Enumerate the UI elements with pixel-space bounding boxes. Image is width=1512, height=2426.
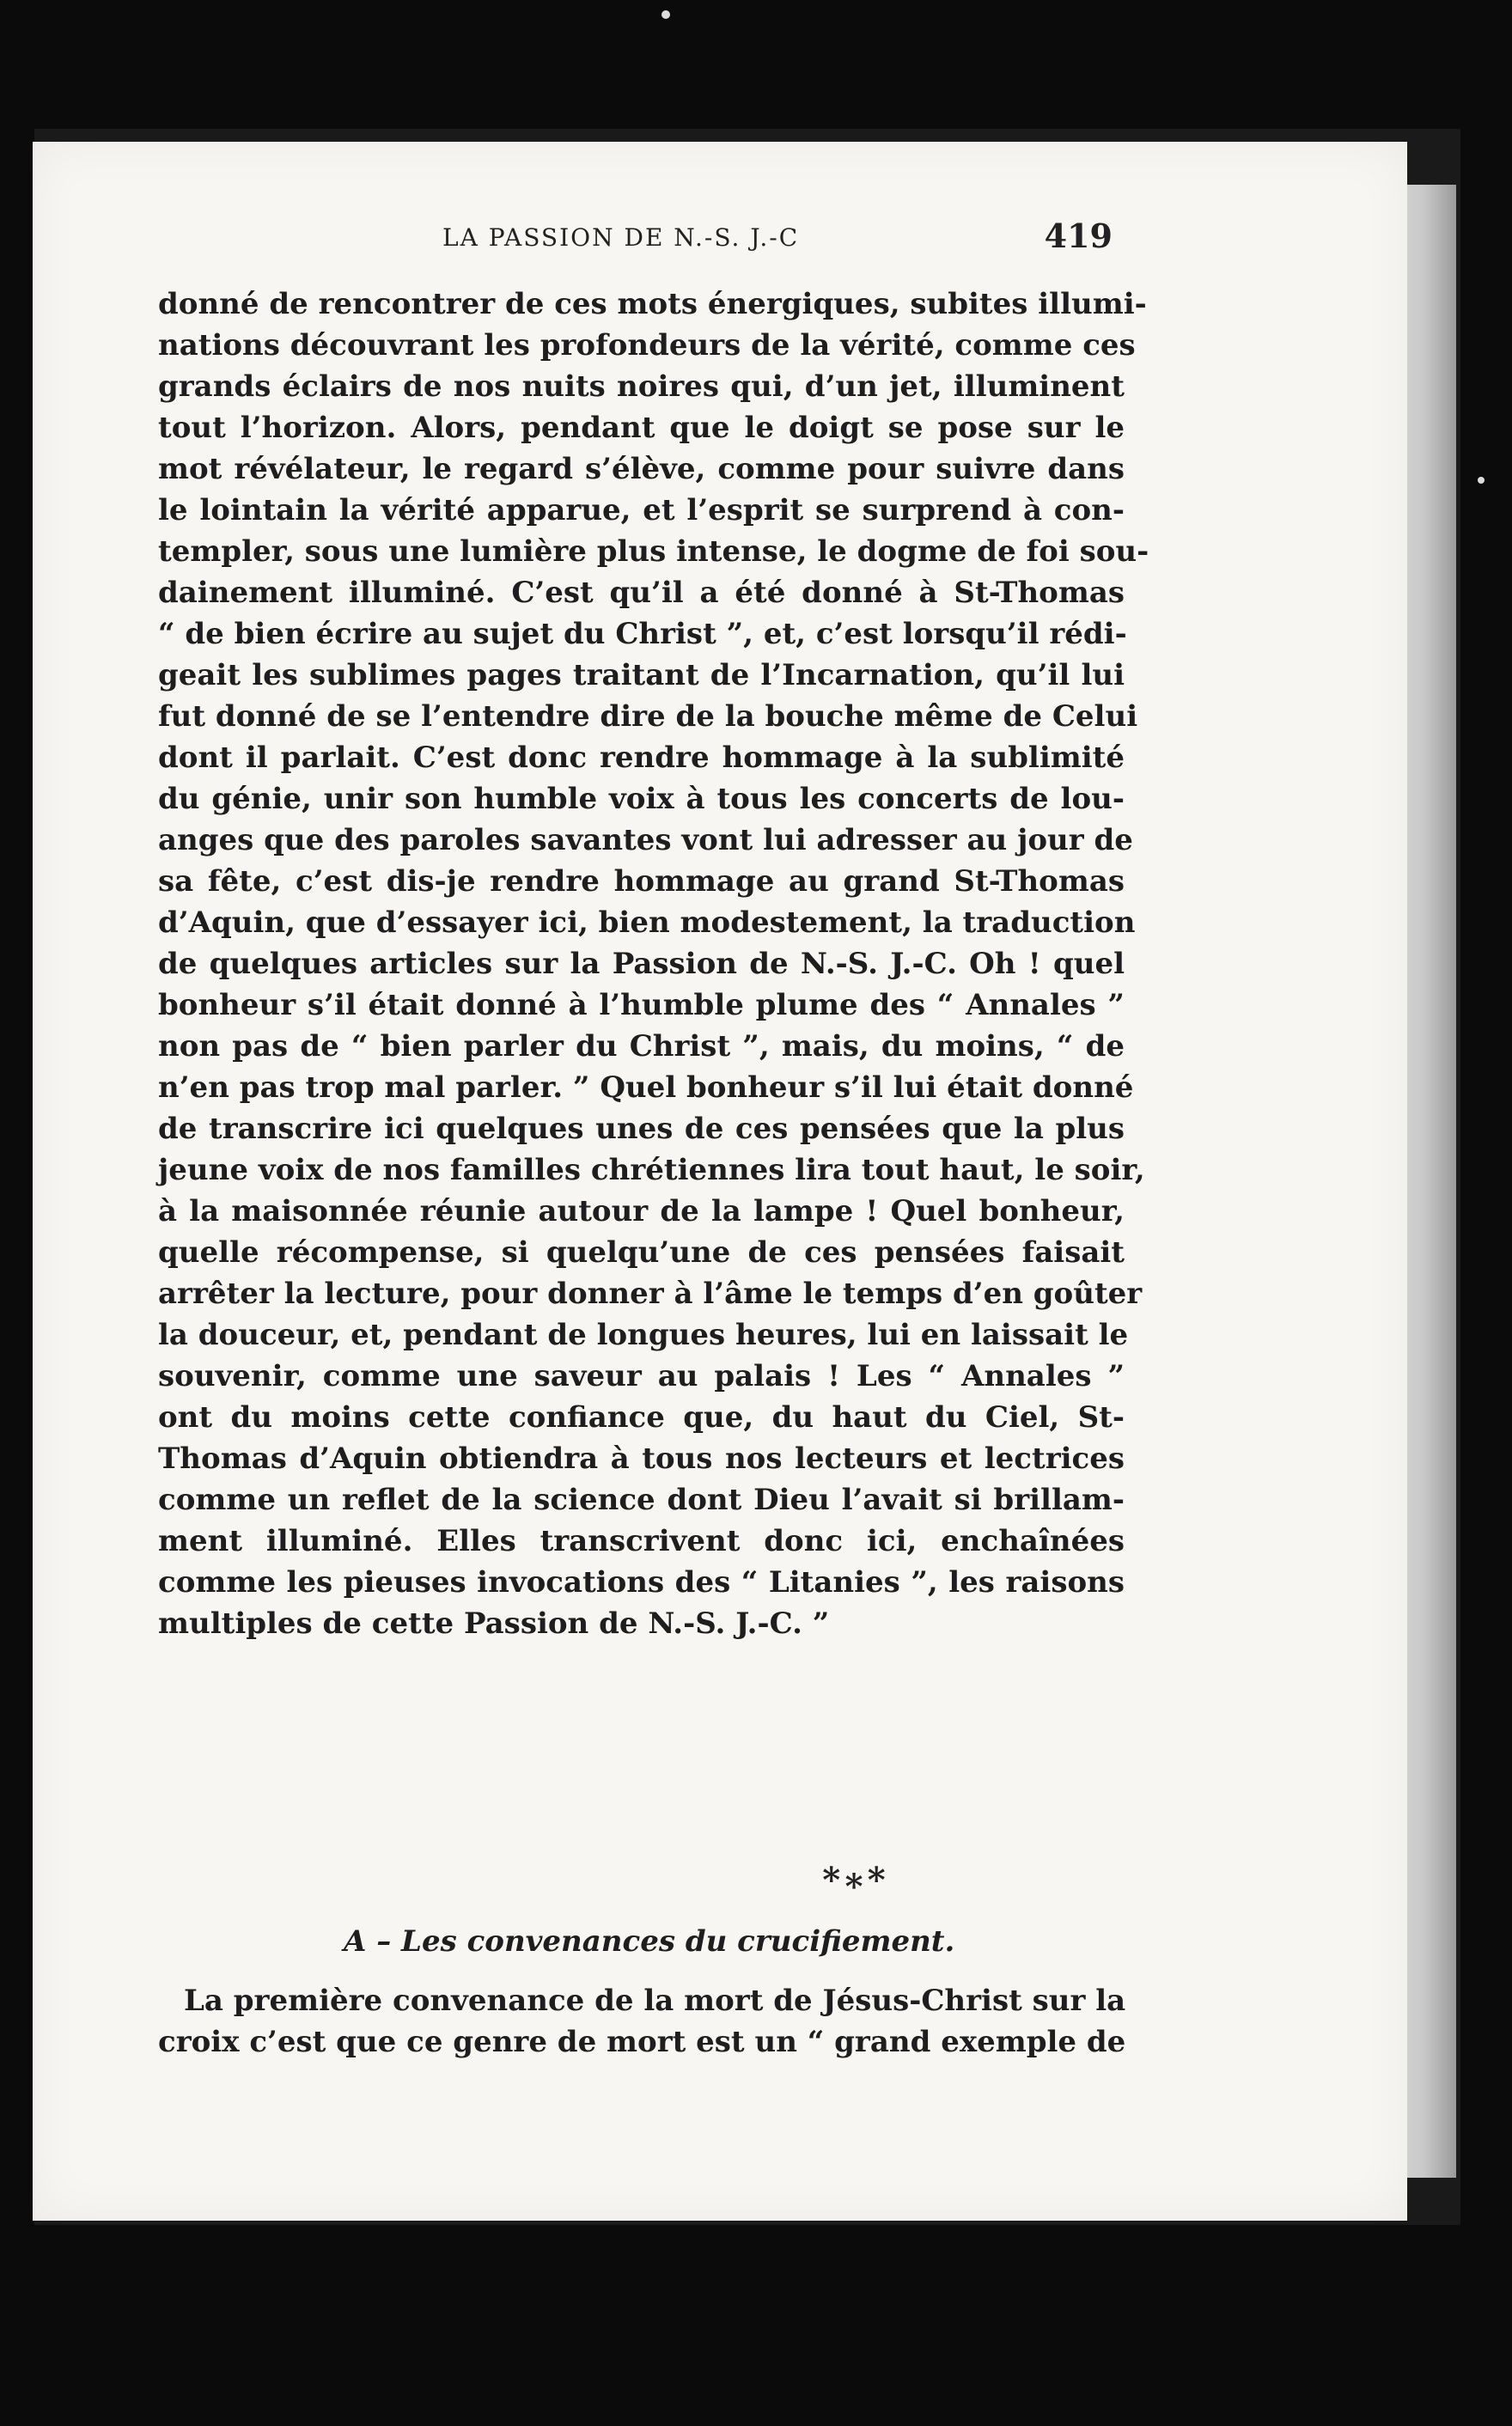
text-line: multiples de cette Passion de N.-S. J.-C. ” — [158, 1606, 830, 1641]
text-line: le lointain la vérité apparue, et l’esprit se surprend à con- — [158, 493, 1125, 527]
text-line: ment illuminé. Elles transcrivent donc ici, enchaînées — [158, 1524, 1125, 1558]
text-line: arrêter la lecture, pour donner à l’âme le temps d’en goûter — [158, 1277, 1143, 1311]
text-line: tout l’horizon. Alors, pendant que le doigt se pose sur le — [158, 411, 1125, 445]
text-line: non pas de “ bien parler du Christ ”, mais, du moins, “ de — [158, 1029, 1125, 1064]
text-line: donné de rencontrer de ces mots énergiques, subites illumi- — [158, 287, 1147, 321]
text-line: de transcrire ici quelques unes de ces pensées que la plus — [158, 1112, 1125, 1146]
section-paragraph — [158, 1980, 1125, 2063]
text-line: templer, sous une lumière plus intense, le dogme de foi sou- — [158, 534, 1149, 569]
text-line: dont il parlait. C’est donc rendre hommage à la sublimité — [158, 741, 1125, 775]
text-line: la douceur, et, pendant de longues heures, lui en laissait le — [158, 1318, 1129, 1352]
text-line: jeune voix de nos familles chrétiennes lira tout haut, le soir, — [158, 1153, 1145, 1187]
text-line: comme les pieuses invocations des “ Litanies ”, les raisons — [158, 1565, 1125, 1600]
text-line: de quelques articles sur la Passion de N.-S. J.-C. Oh ! quel — [158, 947, 1125, 981]
text-line: Thomas d’Aquin obtiendra à tous nos lecteurs et lectrices — [158, 1442, 1125, 1476]
text-line: mot révélateur, le regard s’élève, comme pour suivre dans — [158, 452, 1125, 486]
text-line: sa fête, c’est dis-je rendre hommage au grand St-Thomas — [158, 864, 1125, 899]
text-line: fut donné de se l’entendre dire de la bouche même de Celui — [158, 699, 1138, 734]
text-line: geait les sublimes pages traitant de l’Incarnation, qu’il lui — [158, 658, 1125, 692]
text-line: quelle récompense, si quelqu’une de ces pensées faisait — [158, 1235, 1125, 1270]
page-header — [399, 215, 1113, 266]
asterism-divider — [0, 1860, 1512, 1900]
text-line: n’en pas trop mal parler. ” Quel bonheur s’il lui était donné — [158, 1070, 1134, 1105]
running-head: LA PASSION DE N.-S. J.-C — [442, 223, 800, 252]
text-line: d’Aquin, que d’essayer ici, bien modestement, la traduction — [158, 905, 1136, 940]
text-line: du génie, unir son humble voix à tous les concerts de lou- — [158, 782, 1125, 816]
text-line: grands éclairs de nos nuits noires qui, d’un jet, illuminent — [158, 369, 1125, 404]
text-line: croix c’est que ce genre de mort est un “ grand exemple de — [158, 2025, 1126, 2059]
text-line: nations découvrant les profondeurs de la vérité, comme ces — [158, 328, 1136, 363]
text-line: anges que des paroles savantes vont lui adresser au jour de — [158, 823, 1133, 857]
dust-speck — [1478, 477, 1485, 484]
asterism-glyphs: *∗* — [822, 1860, 887, 1900]
dust-speck — [662, 10, 670, 19]
text-line: à la maisonnée réunie autour de la lampe ! Quel bonheur, — [158, 1194, 1125, 1228]
text-line: dainement illuminé. C’est qu’il a été donné à St-Thomas — [158, 576, 1125, 610]
text-line: La première convenance de la mort de Jésus-Christ sur la — [184, 1984, 1126, 2018]
section-title: A – Les convenances du crucifiement. — [344, 1924, 955, 1959]
text-line: bonheur s’il était donné à l’humble plume des “ Annales ” — [158, 988, 1125, 1022]
text-line: ont du moins cette confiance que, du haut du Ciel, St- — [158, 1400, 1125, 1435]
text-line: comme un reflet de la science dont Dieu l’avait si brillam- — [158, 1483, 1125, 1517]
body-text — [158, 283, 1149, 1644]
text-line: souvenir, comme une saveur au palais ! Les “ Annales ” — [158, 1359, 1125, 1393]
page-number: 419 — [1044, 216, 1113, 255]
text-line: “ de bien écrire au sujet du Christ ”, et, c’est lorsqu’il rédi- — [158, 617, 1127, 651]
